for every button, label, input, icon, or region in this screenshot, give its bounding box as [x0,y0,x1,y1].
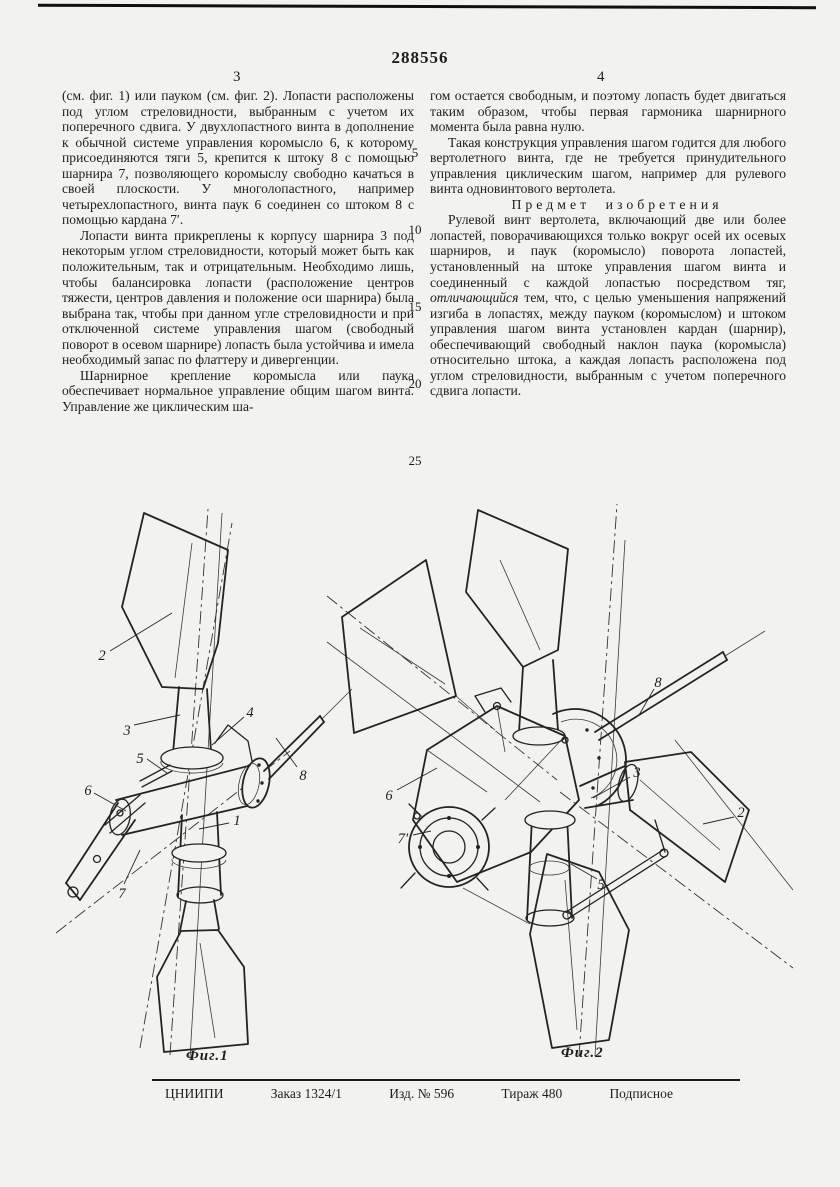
callout-label: 7 [118,886,126,902]
fig2-left-blade [342,560,495,733]
fig1-lower-blade [157,930,248,1052]
callout-label: 2 [98,648,106,664]
fig2-lower-blade [530,854,629,1048]
line-number: 15 [408,299,422,314]
paragraph: Такая конструкция управления шагом годится для любого вертолетного винта, где не требуется принудительного управления циклическим шагом, например для рулевого винта одновинтового вертолета. [430,134,786,197]
fig1-rocker-arm [66,765,172,900]
figure-2-drawing [325,500,795,1060]
scan-artifact-line [38,4,816,9]
figure-2-caption: Фиг.2 [561,1045,604,1061]
footer-divider [152,1079,740,1081]
patent-number: 288556 [391,48,449,67]
line-number: 5 [411,145,419,160]
footer-edition-number: Изд. № 596 [389,1086,455,1101]
footer-order-number: Заказ 1324/1 [270,1086,343,1101]
fig1-mast [172,812,226,931]
fig2-right-blade [580,752,749,882]
claim-paragraph [430,212,786,399]
callout-label: 3 [123,723,131,739]
column-page-number-3: 3 [233,69,241,85]
fig1-upper-blade [122,513,228,689]
callout-label: 3 [633,765,641,781]
fig2-spider-frame [413,688,579,882]
line-number: 10 [408,222,422,237]
footer-organization: ЦНИИПИ [165,1086,224,1101]
claim-text-1: Рулевой винт вертолета, включающий две или более лопастей, поворачивающихся только вокруг осей их осевых шарниров, и паук (коромысло) поворота лопастей, установленный на штоке управления шагом винта и соединенный с каждой лопастью посредством тяг, [430,212,786,290]
margin-line-numbers [403,0,427,500]
footer-subscription: Подписное [609,1086,673,1101]
paragraph: гом остается свободным, и поэтому лопасть будет двигаться таким образом, чтобы первая гармоника шарнирного момента была равна нулю. [430,88,786,135]
paragraph: Лопасти винта прикреплены к корпусу шарнира 3 под некоторым углом стреловидности, который может быть как положительным, так и отрицательным. Необходимо лишь, чтобы балансировка лопасти (расположение центров тяжести, центров давления и положение оси шарнира) была выбрана так, чтобы при данном угле стреловидности и при отключенной системе управления шагом (свободный поворот в осевом шарнире) лопасть была устойчива и имела необходимый запас по флаттеру и дивергенции. [62,227,414,368]
callout-label: 1 [233,813,241,829]
fig2-cardan-ring [401,804,495,890]
callout-label: 5 [597,877,605,893]
fig1-hub-assembly [107,687,352,836]
text-column-left [62,88,414,414]
footer-circulation: Тираж 480 [501,1086,563,1101]
callout-label: 6 [84,783,92,799]
figure-1-caption: Фиг.1 [186,1048,229,1064]
fig2-control-rod [595,631,765,740]
claims-heading: Предмет изобретения [511,196,723,212]
claim-text-2: тем, что, с целью уменьшения напряжений изгиба в лопастях, между пауком (коромыслом) и штоком управления шагом винта установлен кардан (шарнир), обеспечивающий свободный наклон паука (коромысла) относительно штока, а каждая лопасть расположена под углом стреловидности, выбранным с учетом поперечного сдвига лопасти. [430,290,786,399]
callout-label: 5 [136,751,144,767]
callout-label: 7′ [397,831,409,847]
callout-label: 2 [737,805,745,821]
claim-distinguishing-word: отличающийся [430,290,519,306]
imprint-footer [165,1086,673,1102]
line-number: 20 [408,376,422,391]
callout-label: 4 [246,705,254,721]
fig2-upper-blade [466,510,568,745]
callout-label: 6 [385,788,393,804]
fig2-centerlines [327,504,793,1056]
callout-label: 8 [299,768,307,784]
paragraph: Шарнирное крепление коромысла или паука обеспечивает нормальное управление общим шагом винта. Управление же циклическим ша- [62,367,414,414]
line-number: 25 [408,453,422,468]
paragraph: (см. фиг. 1) или пауком (см. фиг. 2). Лопасти расположены под углом стреловидности, выбранным с учетом их поперечного сдвига. У двухлопастного винта в дополнение к обычной системе управления коромысло 6, к которому присоединяются тяги 5, крепится к штоку 8 с помощью шарнира 7, позволяющего коромыслу свободно качаться в своей плоскости. У многолопастного, например четырехлопастного, винта паук 6 соединен со штоком 8 с помощью кардана 7′. [62,88,414,228]
column-page-number-4: 4 [597,69,605,85]
text-column-right [430,88,786,399]
callout-label: 8 [654,675,662,691]
